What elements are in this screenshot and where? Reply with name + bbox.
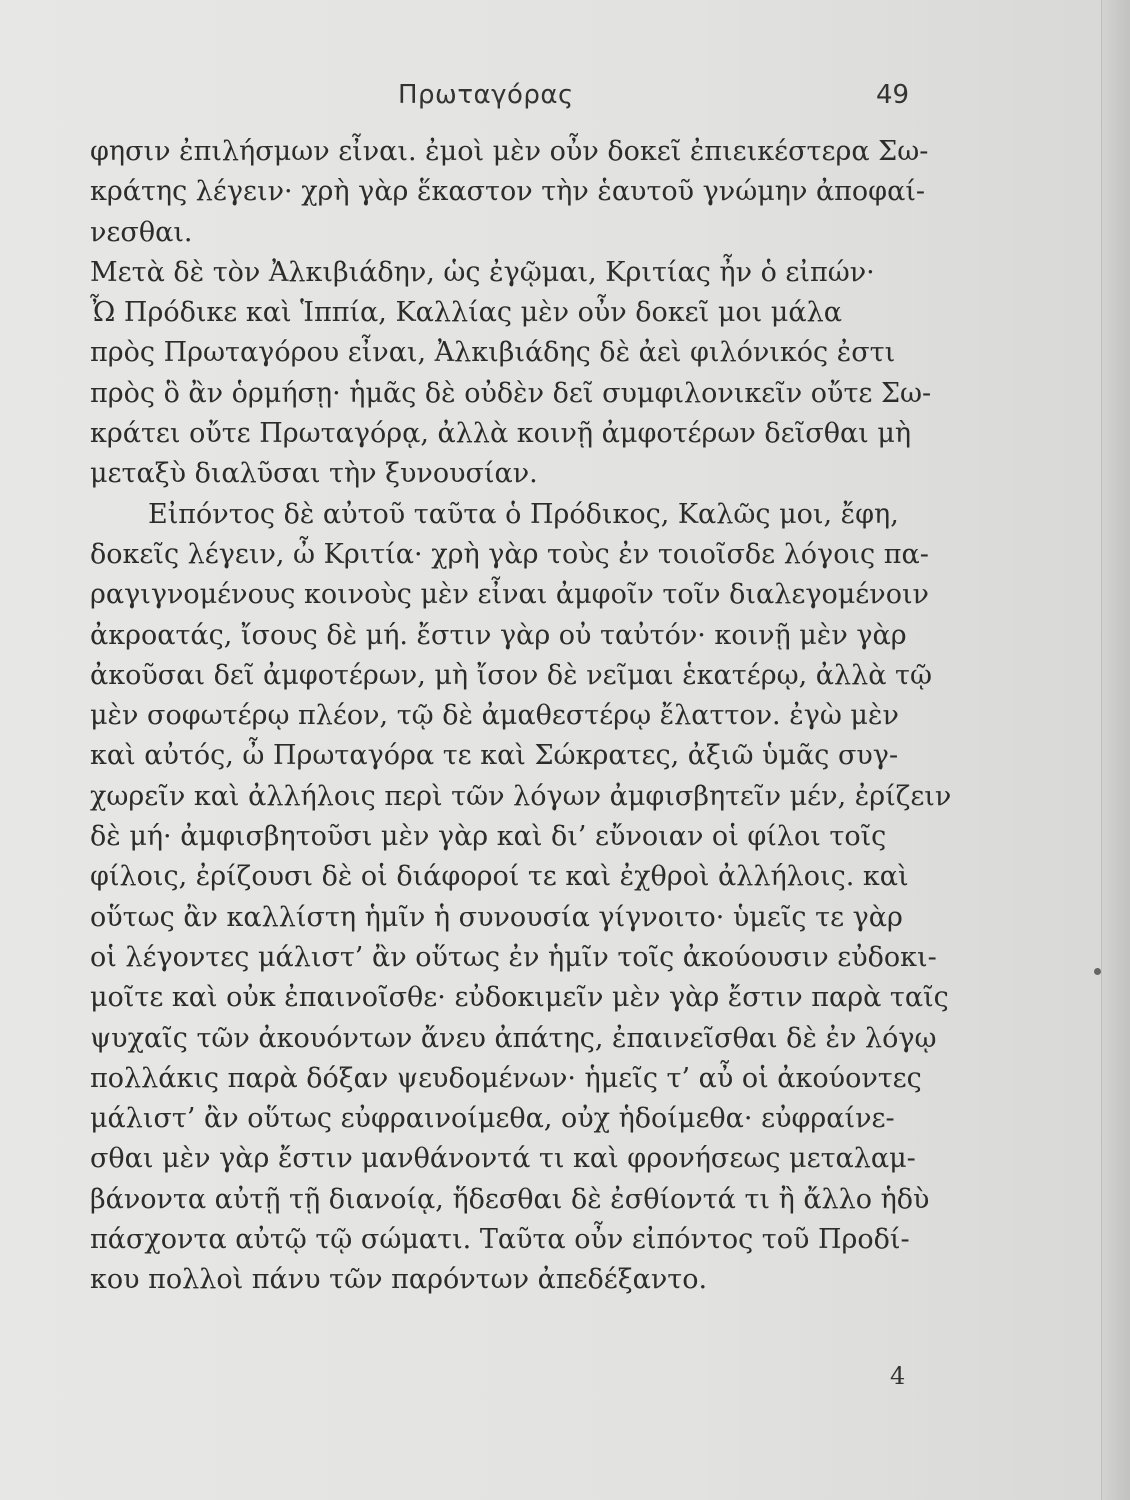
body-text (90, 132, 960, 1301)
text-line: νεσθαι. (90, 216, 193, 248)
text-line: μεταξὺ διαλῦσαι τὴν ξυνουσίαν. (90, 458, 538, 490)
text-line: δοκεῖς λέγειν, ὦ Κριτία· χρὴ γὰρ τοὺς ἐν τοιοῖσδε λόγοις πα- (90, 538, 929, 570)
text-line: δὲ μή· ἀμφισβητοῦσι μὲν γὰρ καὶ δι’ εὔνοιαν οἱ φίλοι τοῖς (90, 821, 887, 853)
text-line: μοῖτε καὶ οὐκ ἐπαινοῖσθε· εὐδοκιμεῖν μὲν γὰρ ἔστιν παρὰ ταῖς (90, 982, 949, 1014)
signature-mark: 4 (890, 1362, 906, 1390)
text-line: πάσχοντα αὐτῷ τῷ σώματι. Ταῦτα οὖν εἰπόντος τοῦ Προδί- (90, 1224, 910, 1256)
text-line: φίλοις, ἐρίζουσι δὲ οἱ διάφοροί τε καὶ ἐχθροὶ ἀλλήλοις. καὶ (90, 861, 909, 893)
text-line: κράτει οὔτε Πρωταγόρᾳ, ἀλλὰ κοινῇ ἀμφοτέρων δεῖσθαι μὴ (90, 418, 912, 450)
text-line: πολλάκις παρὰ δόξαν ψευδομένων· ἡμεῖς τ’ αὖ οἱ ἀκούοντες (90, 1062, 922, 1094)
text-line: καὶ αὐτός, ὦ Πρωταγόρα τε καὶ Σώκρατες, ἀξιῶ ὑμᾶς συγ- (90, 740, 899, 772)
text-line: οἱ λέγοντες μάλιστ’ ἂν οὕτως ἐν ἡμῖν τοῖς ἀκούουσιν εὐδοκι- (90, 941, 937, 973)
page-edge-shadow (1101, 0, 1130, 1500)
running-title: Πρωταγόρας (398, 80, 574, 110)
text-line: κου πολλοὶ πάνυ τῶν παρόντων ἀπεδέξαντο. (90, 1264, 708, 1296)
text-line: Ὦ Πρόδικε καὶ Ἱππία, Καλλίας μὲν οὖν δοκεῖ μοι μάλα (90, 297, 842, 329)
text-line: οὕτως ἂν καλλίστη ἡμῖν ἡ συνουσία γίγνοιτο· ὑμεῖς τε γὰρ (90, 901, 903, 933)
text-line: ραγιγνομένους κοινοὺς μὲν εἶναι ἀμφοῖν τοῖν διαλεγομένοιν (90, 579, 929, 611)
margin-mark (1094, 968, 1101, 975)
text-line: πρὸς ὃ ἂν ὁρμήσῃ· ἡμᾶς δὲ οὐδὲν δεῖ συμφιλονικεῖν οὔτε Σω- (90, 377, 932, 409)
text-line: ψυχαῖς τῶν ἀκουόντων ἄνευ ἀπάτης, ἐπαινεῖσθαι δὲ ἐν λόγῳ (90, 1022, 937, 1054)
text-line: βάνοντα αὐτῇ τῇ διανοίᾳ, ἥδεσθαι δὲ ἐσθίοντά τι ἢ ἄλλο ἡδὺ (90, 1183, 930, 1215)
text-line: μὲν σοφωτέρῳ πλέον, τῷ δὲ ἀμαθεστέρῳ ἔλαττον. ἐγὼ μὲν (90, 700, 899, 732)
text-line: ἀκοῦσαι δεῖ ἀμφοτέρων, μὴ ἴσον δὲ νεῖμαι ἑκατέρῳ, ἀλλὰ τῷ (90, 659, 932, 691)
text-line: Εἰπόντος δὲ αὐτοῦ ταῦτα ὁ Πρόδικος, Καλῶς μοι, ἔφη, (148, 498, 899, 530)
text-line: πρὸς Πρωταγόρου εἶναι, Ἀλκιβιάδης δὲ ἀεὶ φιλόνικός ἐστι (90, 337, 896, 369)
page-number: 49 (876, 80, 910, 110)
text-line: φησιν ἐπιλήσμων εἶναι. ἐμοὶ μὲν οὖν δοκεῖ ἐπιεικέστερα Σω- (90, 136, 929, 167)
text-line: κράτης λέγειν· χρὴ γὰρ ἕκαστον τὴν ἑαυτοῦ γνώμην ἀποφαί- (90, 176, 926, 208)
text-line: Μετὰ δὲ τὸν Ἀλκιβιάδην, ὡς ἐγῷμαι, Κριτίας ἦν ὁ εἰπών· (90, 256, 875, 288)
text-line: σθαι μὲν γὰρ ἔστιν μανθάνοντά τι καὶ φρονήσεως μεταλαμ- (90, 1143, 916, 1175)
text-line: χωρεῖν καὶ ἀλλήλοις περὶ τῶν λόγων ἀμφισβητεῖν μέν, ἐρίζειν (90, 780, 952, 812)
text-line: μάλιστ’ ἂν οὕτως εὐφραινοίμεθα, οὐχ ἡδοίμεθα· εὐφραίνε- (90, 1103, 895, 1135)
text-line: ἀκροατάς, ἴσους δὲ μή. ἔστιν γὰρ οὐ ταὐτόν· κοινῇ μὲν γὰρ (90, 619, 907, 651)
